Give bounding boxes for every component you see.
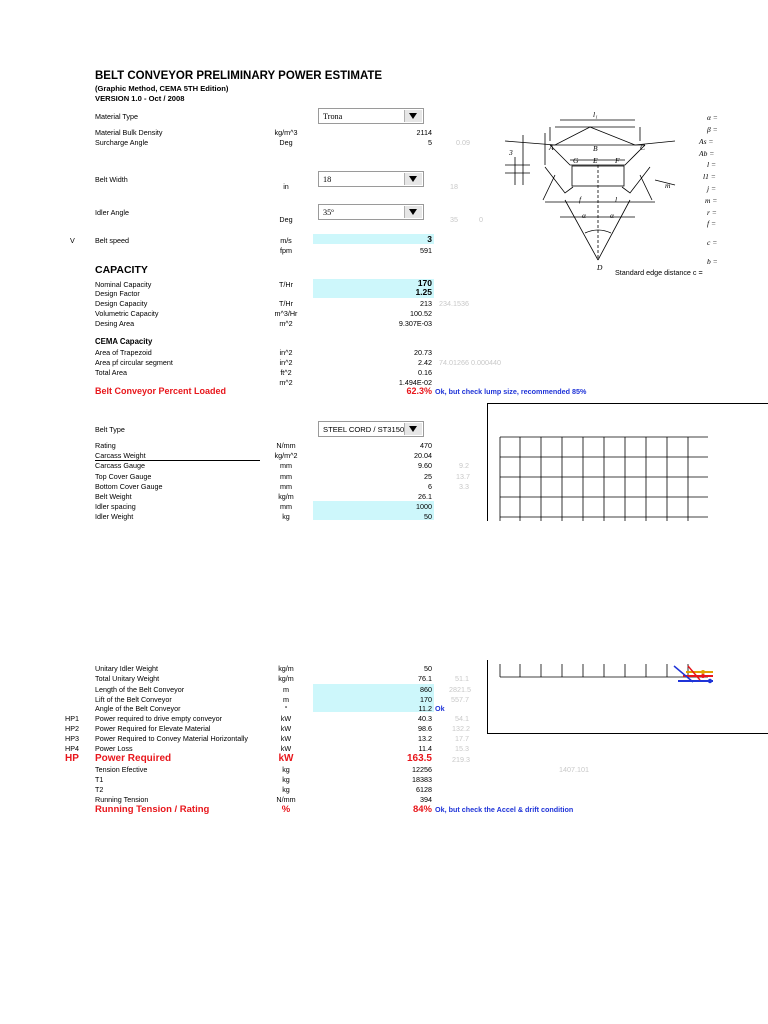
- tension-row-label: Running Tension: [95, 795, 149, 804]
- angle-ok-note: Ok: [435, 704, 445, 713]
- power-row-aux: 2821.5: [449, 685, 471, 694]
- svg-text:C: C: [640, 143, 646, 152]
- power-row-unit: kW: [280, 724, 292, 733]
- power-row-symbol: HP1: [65, 714, 79, 723]
- idler-angle-label: Idler Angle: [95, 208, 129, 217]
- capacity-row-aux: 234.1536: [439, 299, 469, 308]
- belt-row-value: 6: [428, 482, 432, 491]
- svg-text:α: α: [610, 211, 614, 220]
- power-row-aux: 15.3: [455, 744, 469, 753]
- belt-width-aux: 18: [450, 182, 458, 191]
- belt-row-label: Rating: [95, 441, 116, 450]
- belt-type-select[interactable]: [318, 421, 424, 437]
- tension-row-unit: N/mm: [276, 795, 296, 804]
- belt-row-unit: N/mm: [276, 441, 296, 450]
- percent-loaded-note: Ok, but check lump size, recommended 85%: [435, 387, 587, 396]
- capacity-heading: CAPACITY: [95, 264, 148, 276]
- tension-row-label: T1: [95, 775, 104, 784]
- power-row-unit: kg/m: [278, 664, 294, 673]
- power-required-aux: 219.3: [452, 755, 470, 764]
- cema-row-unit: m^2: [279, 378, 293, 387]
- belt-speed-label: Belt speed: [95, 236, 129, 245]
- diagram-legend-entry: l1 =: [703, 172, 716, 181]
- diagram-legend-entry: β =: [707, 125, 718, 134]
- belt-row-label: Idler spacing: [95, 502, 136, 511]
- belt-row-unit: kg: [282, 512, 290, 521]
- chevron-down-icon[interactable]: [404, 206, 422, 218]
- belt-row-value[interactable]: 50: [424, 512, 432, 521]
- diagram-legend-entry: r =: [707, 208, 717, 217]
- cema-row-aux: 74.01266 0.000440: [439, 358, 501, 367]
- cema-row-value: 20.73: [414, 348, 432, 357]
- idler-angle-select[interactable]: [318, 204, 424, 220]
- power-row-aux: 17.7: [455, 734, 469, 743]
- belt-speed-fpm-unit: fpm: [280, 246, 292, 255]
- power-row-value: 13.2: [418, 734, 432, 743]
- diagram-legend-entry: l =: [707, 160, 717, 169]
- belt-type-value: STEEL CORD / ST3150: [323, 425, 405, 434]
- cema-row-value: 1.494E-02: [398, 378, 432, 387]
- capacity-row-label: Design Capacity: [95, 299, 148, 308]
- diagram-legend-entry: α =: [707, 113, 718, 122]
- version-subtitle: VERSION 1.0 - Oct / 2008: [95, 94, 185, 103]
- tension-row-unit: kg: [282, 775, 290, 784]
- idler-angle-aux1: 35: [450, 215, 458, 224]
- power-row-label: Unitary Idler Weight: [95, 664, 158, 673]
- power-row-symbol: HP3: [65, 734, 79, 743]
- surcharge-value: 5: [428, 138, 432, 147]
- power-required-value: 163.5: [406, 753, 432, 764]
- diagram-caption: Standard edge distance c =: [615, 268, 703, 277]
- belt-width-unit: in: [283, 182, 289, 191]
- percent-loaded-label: Belt Conveyor Percent Loaded: [95, 386, 227, 396]
- capacity-row-unit: m^2: [279, 319, 293, 328]
- page-title: BELT CONVEYOR PRELIMINARY POWER ESTIMATE: [95, 70, 383, 82]
- belt-row-unit: mm: [280, 472, 292, 481]
- belt-row-aux: 3.3: [459, 482, 469, 491]
- material-type-value: Trona: [323, 112, 343, 121]
- hp-symbol: HP: [65, 753, 79, 764]
- capacity-row-label: Desing Area: [95, 319, 135, 328]
- power-row-value: 50: [424, 664, 432, 673]
- density-unit: kg/m^3: [274, 128, 298, 137]
- power-row-label: Total Unitary Weight: [95, 674, 160, 683]
- surcharge-aux: 0.09: [456, 138, 470, 147]
- power-row-unit: kW: [280, 744, 292, 753]
- tension-row-value: 18383: [412, 775, 432, 784]
- power-row-unit: m: [283, 695, 289, 704]
- belt-width-label: Belt Width: [95, 175, 128, 184]
- svg-text:E: E: [593, 156, 598, 165]
- trough-cross-section-diagram: [485, 105, 768, 280]
- belt-row-value: 20.04: [414, 451, 432, 460]
- running-tension-rating-value: 84%: [412, 804, 432, 815]
- cema-row-value: 2.42: [418, 358, 432, 367]
- power-row-unit: °: [284, 704, 288, 713]
- power-row-value[interactable]: 170: [420, 695, 432, 704]
- material-type-label: Material Type: [95, 112, 139, 121]
- power-row-label: Power Loss: [95, 744, 133, 753]
- cema-row-value: 0.16: [418, 368, 432, 377]
- running-tension-rating-label: Running Tension / Rating: [95, 804, 210, 815]
- power-row-symbol: HP2: [65, 724, 79, 733]
- power-row-aux: 54.1: [455, 714, 469, 723]
- diagram-legend-entry: b =: [707, 257, 718, 266]
- tension-series-lines: [674, 666, 713, 683]
- power-row-unit: kW: [280, 714, 292, 723]
- svg-text:l: l: [615, 195, 618, 204]
- power-row-unit: kg/m: [278, 674, 294, 683]
- power-row-unit: m: [283, 685, 289, 694]
- tension-row-value: 6128: [416, 785, 432, 794]
- belt-speed-unit: m/s: [280, 236, 292, 245]
- belt-row-label: Idler Weight: [95, 512, 134, 521]
- belt-row-unit: mm: [280, 482, 292, 491]
- svg-text:α: α: [582, 211, 586, 220]
- tension-row-aux: 1407.101: [559, 765, 589, 774]
- svg-text:F: F: [615, 156, 620, 165]
- capacity-row-label: Volumetric Capacity: [95, 309, 159, 318]
- svg-text:f: f: [579, 195, 582, 204]
- capacity-row-value[interactable]: 1.25: [415, 287, 432, 297]
- power-row-value: 76.1: [418, 674, 432, 683]
- belt-row-aux: 9.2: [459, 461, 469, 470]
- power-row-aux: 51.1: [455, 674, 469, 683]
- power-row-label: Length of the Belt Conveyor: [95, 685, 185, 694]
- diagram-legend-entry: c =: [707, 238, 718, 247]
- belt-row-unit: kg/m: [278, 492, 294, 501]
- running-tension-rating-unit: %: [281, 804, 291, 815]
- power-row-aux: 132.2: [452, 724, 470, 733]
- diagram-legend-entry: j =: [707, 184, 717, 193]
- power-row-value: 11.4: [418, 744, 432, 753]
- cema-row-unit: in^2: [279, 358, 293, 367]
- density-value: 2114: [416, 128, 432, 137]
- diagram-legend-entry: m =: [705, 196, 718, 205]
- chevron-down-icon[interactable]: [404, 423, 422, 435]
- belt-row-label: Belt Weight: [95, 492, 132, 501]
- svg-text:G: G: [573, 156, 579, 165]
- power-row-value: 98.6: [418, 724, 432, 733]
- tension-chart-plot: [488, 660, 768, 734]
- idler-angle-value: 35º: [323, 208, 334, 217]
- belt-row-value: 26.1: [418, 492, 432, 501]
- tension-row-label: T2: [95, 785, 104, 794]
- cema-row-label: Area pf circular segment: [95, 358, 173, 367]
- cema-heading: CEMA Capacity: [95, 337, 153, 346]
- surcharge-unit: Deg: [279, 138, 293, 147]
- capacity-row-value: 100.52: [410, 309, 432, 318]
- belt-row-value: 25: [424, 472, 432, 481]
- cema-row-unit: in^2: [279, 348, 293, 357]
- cema-row-label: Area of Trapezoid: [95, 348, 152, 357]
- tension-row-unit: kg: [282, 785, 290, 794]
- svg-text:D: D: [597, 263, 603, 272]
- belt-row-label: Carcass Weight: [95, 451, 146, 460]
- capacity-row-value[interactable]: 170: [417, 278, 432, 288]
- power-row-label: Lift of the Belt Conveyor: [95, 695, 172, 704]
- material-type-select[interactable]: [318, 108, 424, 124]
- diagram-legend-entry: f =: [707, 219, 717, 228]
- tension-row-label: Tension Efective: [95, 765, 148, 774]
- cema-row-unit: ft^2: [280, 368, 292, 377]
- diagram-legend-entry: As =: [699, 137, 714, 146]
- belt-row-unit: mm: [280, 461, 292, 470]
- method-subtitle: (Graphic Method, CEMA 5TH Edition): [95, 84, 229, 93]
- capacity-row-label: Design Factor: [95, 289, 140, 298]
- running-tension-note: Ok, but check the Accel & drift condition: [435, 805, 574, 814]
- capacity-row-value: 9.307E-03: [398, 319, 432, 328]
- percent-loaded-value: 62.3%: [406, 386, 432, 396]
- belt-width-select[interactable]: [318, 171, 424, 187]
- belt-row-value: 9.60: [418, 461, 432, 470]
- capacity-row-unit: T/Hr: [279, 280, 293, 289]
- svg-text:A: A: [549, 143, 554, 152]
- tension-row-value: 12256: [412, 765, 432, 774]
- power-row-label: Power Required for Elevate Material: [95, 724, 211, 733]
- svg-text:l₁: l₁: [593, 110, 598, 119]
- power-row-label: Power required to drive empty conveyor: [95, 714, 223, 723]
- belt-row-value: 470: [420, 441, 432, 450]
- power-row-label: Angle of the Belt Conveyor: [95, 704, 181, 713]
- belt-width-value: 18: [323, 175, 332, 184]
- capacity-row-value: 213: [420, 299, 432, 308]
- belt-row-unit: kg/m^2: [274, 451, 298, 460]
- svg-text:B: B: [593, 144, 598, 153]
- belt-row-aux: 13.7: [456, 472, 470, 481]
- belt-row-label: Bottom Cover Gauge: [95, 482, 163, 491]
- diagram-legend-entry: Ab =: [699, 149, 715, 158]
- cema-row-label: Total Area: [95, 368, 127, 377]
- density-label: Material Bulk Density: [95, 128, 163, 137]
- power-row-value: 11.2: [418, 704, 432, 713]
- belt-row-label: Top Cover Gauge: [95, 472, 152, 481]
- idler-angle-unit: Deg: [279, 215, 293, 224]
- idler-angle-aux2: 0: [479, 215, 483, 224]
- belt-row-value[interactable]: 1000: [416, 502, 432, 511]
- belt-chart-frame: [487, 403, 768, 521]
- chevron-down-icon[interactable]: [404, 110, 422, 122]
- svg-text:3: 3: [509, 148, 513, 157]
- power-required-label: Power Required: [95, 753, 172, 764]
- belt-chart-grid: [488, 404, 768, 521]
- belt-row-label: Carcass Gauge: [95, 461, 145, 470]
- chevron-down-icon[interactable]: [404, 173, 422, 185]
- capacity-row-unit: m^3/Hr: [274, 309, 298, 318]
- belt-row-unit: mm: [280, 502, 292, 511]
- surcharge-label: Surcharge Angle: [95, 138, 149, 147]
- capacity-row-label: Nominal Capacity: [95, 280, 152, 289]
- svg-text:m: m: [665, 181, 671, 190]
- power-row-label: Power Required to Convey Material Horizontally: [95, 734, 249, 743]
- tension-row-value: 394: [420, 795, 432, 804]
- belt-speed-value[interactable]: 3: [427, 234, 432, 244]
- belt-type-label: Belt Type: [95, 425, 125, 434]
- belt-speed-symbol: V: [70, 236, 75, 245]
- power-required-unit: kW: [278, 753, 294, 764]
- power-row-aux: 557.7: [451, 695, 469, 704]
- power-row-value: 40.3: [418, 714, 432, 723]
- power-row-value[interactable]: 860: [420, 685, 432, 694]
- power-row-symbol: HP4: [65, 744, 79, 753]
- belt-speed-fpm-value: 591: [420, 246, 432, 255]
- tension-row-unit: kg: [282, 765, 290, 774]
- capacity-row-unit: T/Hr: [279, 299, 293, 308]
- power-row-unit: kW: [280, 734, 292, 743]
- tension-chart-frame: [487, 660, 768, 734]
